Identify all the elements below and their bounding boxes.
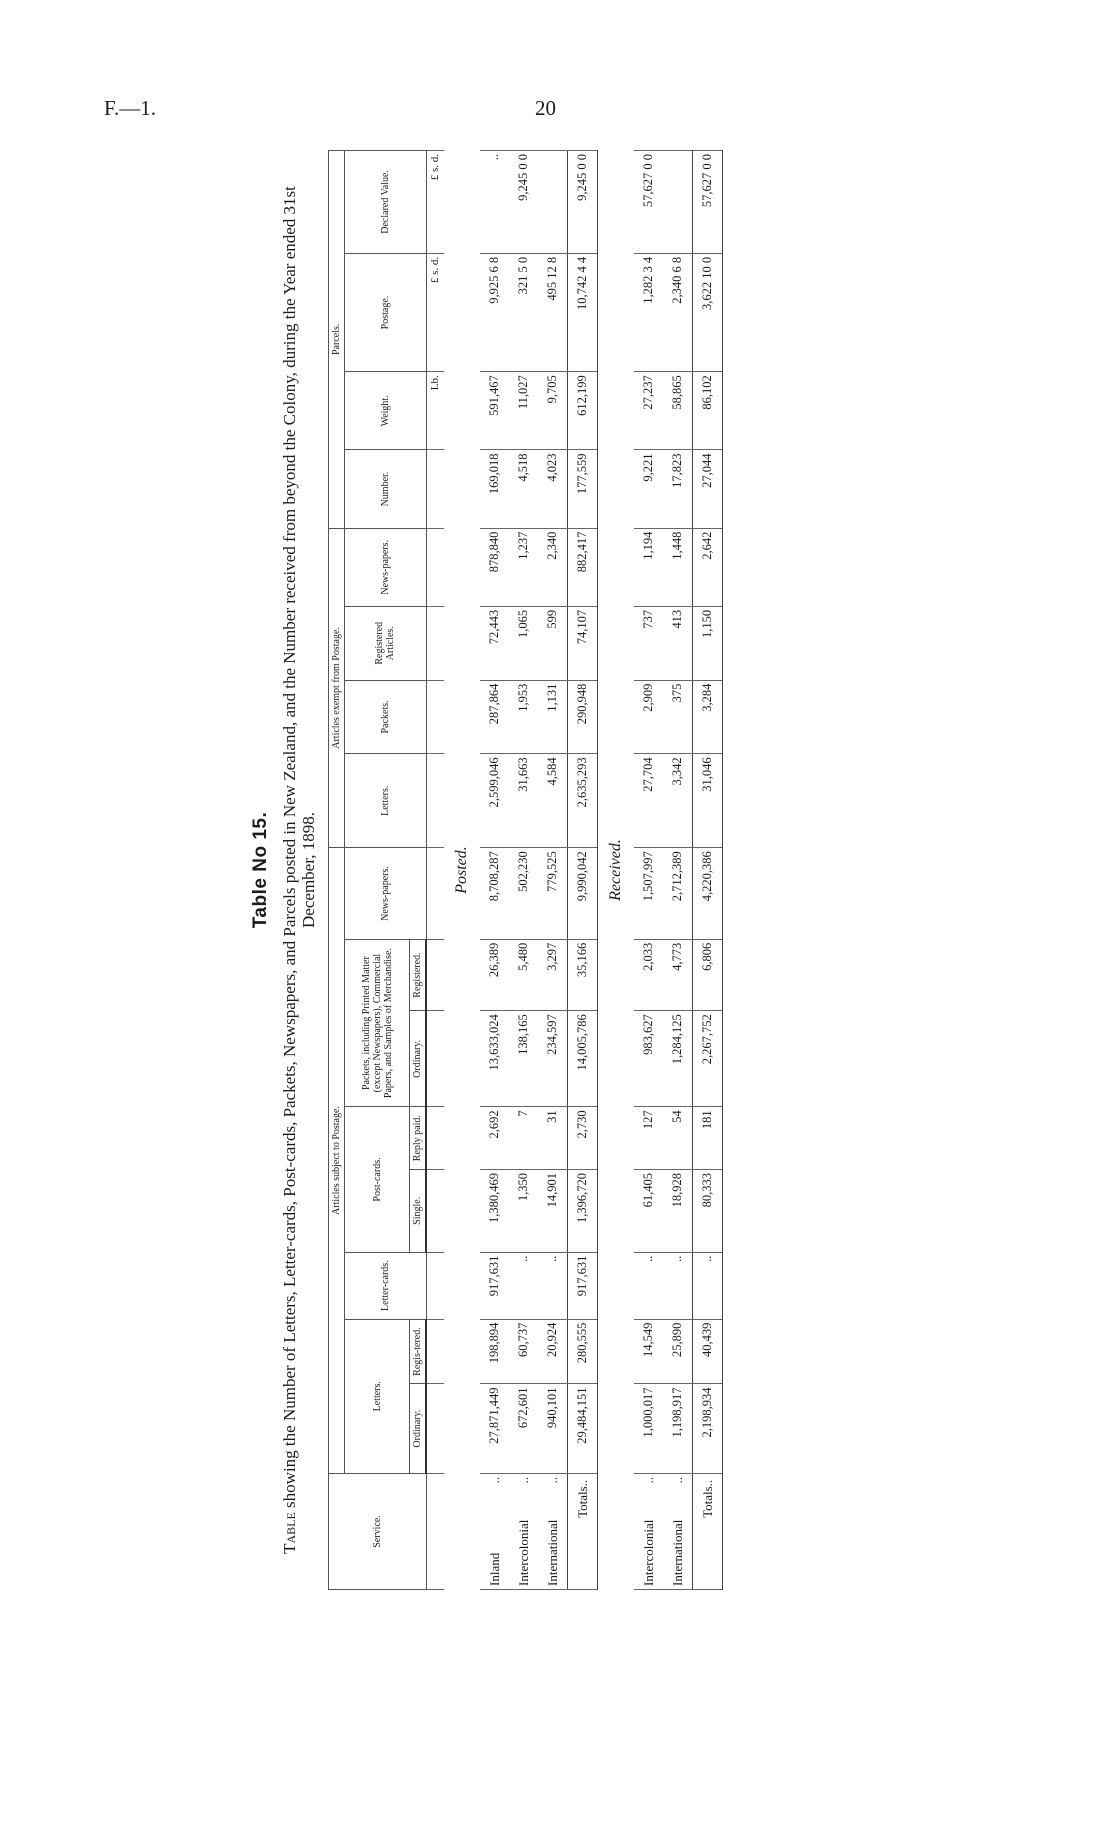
header-exempt-newspapers: News-papers. <box>345 528 427 606</box>
cell-pc-reply: 54 <box>663 1107 693 1170</box>
header-exempt-letters: Letters. <box>345 754 427 848</box>
cell-let-ord: 29,484,151 <box>568 1384 598 1473</box>
service-cell <box>509 1473 538 1589</box>
table-row <box>509 151 538 1590</box>
service-name: Intercolonial <box>515 1519 531 1586</box>
cell-lcards: 917,631 <box>480 1252 509 1319</box>
unit-weight: Lb. <box>426 372 444 450</box>
unit-declared: £ s. d. <box>426 151 444 254</box>
cell-pk-ord: 234,597 <box>538 1011 568 1107</box>
cell-par-post: 321 5 0 <box>509 253 538 371</box>
cell-par-post: 9,925 6 8 <box>480 253 509 371</box>
cell-let-ord: 1,198,917 <box>663 1384 693 1473</box>
header-letters: Letters. <box>345 1319 410 1473</box>
section-received: Received. <box>607 839 624 901</box>
header-parcel-declared: Declared Value. <box>345 151 427 254</box>
cell-par-post: 2,340 6 8 <box>663 253 693 371</box>
cell-pc-reply: 2,692 <box>480 1107 509 1170</box>
cell-news: 4,220,386 <box>693 848 723 940</box>
cell-pc-reply: 2,730 <box>568 1107 598 1170</box>
cell-pc-single: 18,928 <box>663 1169 693 1252</box>
cell-pk-reg: 2,033 <box>634 939 663 1011</box>
service-cell <box>663 1473 693 1589</box>
cell-pk-ord: 138,165 <box>509 1011 538 1107</box>
caption-text: showing the Number of Letters, Letter-cards, Post-cards, Packets, Newspapers, and Parcels posted in New Zealand, and the Number received from beyond the Colony, during the Year ended 31st December, 1898. <box>280 186 318 1513</box>
header-post-cards: Post-cards. <box>345 1107 410 1252</box>
cell-let-reg: 20,924 <box>538 1319 568 1384</box>
cell-pk-reg: 6,806 <box>693 939 723 1011</box>
cell-par-decl <box>663 151 693 254</box>
cell-ex-reg: 74,107 <box>568 606 598 680</box>
totals-row <box>568 151 598 1590</box>
cell-par-num: 17,823 <box>663 450 693 528</box>
service-name: Intercolonial <box>640 1519 656 1586</box>
header-parcel-postage: Postage. <box>345 253 427 371</box>
cell-par-num: 4,518 <box>509 450 538 528</box>
header-letters-registered: Regis-tered. <box>410 1319 427 1384</box>
cell-ex-reg: 599 <box>538 606 568 680</box>
header-letters-ordinary: Ordinary. <box>410 1384 427 1473</box>
table-row <box>538 151 568 1590</box>
cell-par-post: 1,282 3 4 <box>634 253 663 371</box>
service-name: Inland <box>486 1552 502 1586</box>
cell-ex-let: 4,584 <box>538 754 568 848</box>
cell-ex-pk: 287,864 <box>480 680 509 754</box>
cell-pk-ord: 983,627 <box>634 1011 663 1107</box>
cell-par-wt: 58,865 <box>663 372 693 450</box>
cell-pc-single: 14,901 <box>538 1169 568 1252</box>
statistics-table <box>328 150 723 1590</box>
cell-ex-pk: 375 <box>663 680 693 754</box>
cell-par-decl: .. <box>480 151 509 254</box>
cell-pk-ord: 2,267,752 <box>693 1011 723 1107</box>
header-postcards-reply: Reply paid. <box>410 1107 427 1170</box>
cell-pk-ord: 14,005,786 <box>568 1011 598 1107</box>
table-row <box>634 151 663 1590</box>
service-name: International <box>544 1519 560 1586</box>
header-packets-registered: Registered. <box>410 939 427 1011</box>
cell-ex-pk: 2,909 <box>634 680 663 754</box>
header-parcel-number: Number. <box>345 450 427 528</box>
cell-par-num: 27,044 <box>693 450 723 528</box>
header-parcel-weight: Weight. <box>345 372 427 450</box>
service-cell <box>693 1473 723 1589</box>
cell-ex-let: 2,599,046 <box>480 754 509 848</box>
cell-pc-single: 80,333 <box>693 1169 723 1252</box>
units-row <box>426 151 444 1590</box>
leader-dots: .. <box>574 1479 590 1487</box>
cell-par-decl: 9,245 0 0 <box>568 151 598 254</box>
header-packets-ordinary: Ordinary. <box>410 1011 427 1107</box>
section-posted: Posted. <box>453 846 470 894</box>
cell-ex-news: 1,237 <box>509 528 538 606</box>
cell-let-ord: 27,871,449 <box>480 1384 509 1473</box>
leader-dots: .. <box>699 1479 715 1487</box>
cell-let-reg: 40,439 <box>693 1319 723 1384</box>
cell-ex-let: 31,663 <box>509 754 538 848</box>
cell-par-post: 495 12 8 <box>538 253 568 371</box>
cell-news: 1,507,997 <box>634 848 663 940</box>
header-service: Service. <box>329 1473 427 1589</box>
cell-news: 779,525 <box>538 848 568 940</box>
cell-pc-reply: 181 <box>693 1107 723 1170</box>
leader-dots: .. <box>486 1476 502 1484</box>
rotated-table-block <box>250 150 890 1590</box>
cell-ex-reg: 72,443 <box>480 606 509 680</box>
cell-ex-pk: 3,284 <box>693 680 723 754</box>
cell-ex-let: 3,342 <box>663 754 693 848</box>
cell-par-wt: 612,199 <box>568 372 598 450</box>
cell-ex-pk: 290,948 <box>568 680 598 754</box>
cell-lcards: .. <box>538 1252 568 1319</box>
cell-pc-reply: 31 <box>538 1107 568 1170</box>
cell-ex-reg: 737 <box>634 606 663 680</box>
header-packets: Packets, including Printed Matter (except Newspapers), Commercial Papers, and Samples of Merchandise. <box>345 939 410 1107</box>
cell-ex-news: 882,417 <box>568 528 598 606</box>
header-parcels: Parcels. <box>329 151 345 529</box>
cell-par-decl: 9,245 0 0 <box>509 151 538 254</box>
cell-par-decl: 57,627 0 0 <box>693 151 723 254</box>
cell-lcards: .. <box>693 1252 723 1319</box>
cell-ex-reg: 1,150 <box>693 606 723 680</box>
cell-lcards: .. <box>634 1252 663 1319</box>
cell-pk-ord: 1,284,125 <box>663 1011 693 1107</box>
cell-pk-reg: 4,773 <box>663 939 693 1011</box>
leader-dots: .. <box>515 1476 531 1484</box>
cell-ex-reg: 1,065 <box>509 606 538 680</box>
cell-let-ord: 672,601 <box>509 1384 538 1473</box>
cell-par-wt: 591,467 <box>480 372 509 450</box>
header-letter-cards: Letter-cards. <box>345 1252 427 1319</box>
cell-pc-single: 1,350 <box>509 1169 538 1252</box>
header-exempt-registered: Registered Articles. <box>345 606 427 680</box>
service-cell <box>538 1473 568 1589</box>
cell-pc-single: 61,405 <box>634 1169 663 1252</box>
cell-pc-single: 1,396,720 <box>568 1169 598 1252</box>
cell-par-wt: 86,102 <box>693 372 723 450</box>
caption-lead: Table <box>280 1512 299 1554</box>
totals-row <box>693 151 723 1590</box>
cell-pk-ord: 13,633,024 <box>480 1011 509 1107</box>
cell-let-reg: 25,890 <box>663 1319 693 1384</box>
cell-ex-news: 878,840 <box>480 528 509 606</box>
cell-news: 8,708,287 <box>480 848 509 940</box>
cell-ex-let: 2,635,293 <box>568 754 598 848</box>
service-cell <box>480 1473 509 1589</box>
service-cell <box>634 1473 663 1589</box>
cell-ex-news: 2,642 <box>693 528 723 606</box>
cell-ex-let: 31,046 <box>693 754 723 848</box>
cell-ex-news: 2,340 <box>538 528 568 606</box>
header-subject: Articles subject to Postage. <box>329 848 345 1474</box>
cell-par-wt: 11,027 <box>509 372 538 450</box>
cell-pc-single: 1,380,469 <box>480 1169 509 1252</box>
leader-dots: .. <box>640 1476 656 1484</box>
header-newspapers: News-papers. <box>345 848 427 940</box>
cell-ex-pk: 1,953 <box>509 680 538 754</box>
header-exempt: Articles exempt from Postage. <box>329 528 345 848</box>
page-reference: F.—1. <box>104 96 156 120</box>
cell-lcards: .. <box>663 1252 693 1319</box>
cell-ex-pk: 1,131 <box>538 680 568 754</box>
cell-ex-news: 1,194 <box>634 528 663 606</box>
table-caption <box>280 150 318 1590</box>
cell-ex-let: 27,704 <box>634 754 663 848</box>
header-exempt-packets: Packets. <box>345 680 427 754</box>
cell-par-decl: 57,627 0 0 <box>634 151 663 254</box>
service-name: International <box>669 1519 685 1586</box>
leader-dots: .. <box>544 1476 560 1484</box>
cell-let-ord: 940,101 <box>538 1384 568 1473</box>
cell-par-num: 4,023 <box>538 450 568 528</box>
cell-pc-reply: 7 <box>509 1107 538 1170</box>
cell-pc-reply: 127 <box>634 1107 663 1170</box>
header-postcards-single: Single. <box>410 1169 427 1252</box>
service-name: Totals <box>574 1486 590 1518</box>
cell-pk-reg: 3,297 <box>538 939 568 1011</box>
cell-ex-reg: 413 <box>663 606 693 680</box>
cell-news: 2,712,389 <box>663 848 693 940</box>
cell-let-reg: 280,555 <box>568 1319 598 1384</box>
leader-dots: .. <box>669 1476 685 1484</box>
cell-par-num: 177,559 <box>568 450 598 528</box>
cell-par-wt: 27,237 <box>634 372 663 450</box>
cell-lcards: 917,631 <box>568 1252 598 1319</box>
table-row <box>480 151 509 1590</box>
cell-pk-reg: 35,166 <box>568 939 598 1011</box>
cell-let-reg: 198,894 <box>480 1319 509 1384</box>
cell-let-ord: 1,000,017 <box>634 1384 663 1473</box>
cell-let-reg: 60,737 <box>509 1319 538 1384</box>
cell-lcards: .. <box>509 1252 538 1319</box>
service-name: Totals <box>699 1486 715 1518</box>
unit-postage: £ s. d. <box>426 253 444 371</box>
cell-par-num: 9,221 <box>634 450 663 528</box>
cell-par-decl <box>538 151 568 254</box>
cell-par-wt: 9,705 <box>538 372 568 450</box>
cell-let-reg: 14,549 <box>634 1319 663 1384</box>
cell-ex-news: 1,448 <box>663 528 693 606</box>
service-cell <box>568 1473 598 1589</box>
cell-par-num: 169,018 <box>480 450 509 528</box>
table-row <box>663 151 693 1590</box>
table-label: Table No 15. <box>250 811 271 929</box>
cell-let-ord: 2,198,934 <box>693 1384 723 1473</box>
cell-news: 9,990,042 <box>568 848 598 940</box>
cell-news: 502,230 <box>509 848 538 940</box>
page-number: 20 <box>535 96 556 120</box>
cell-par-post: 10,742 4 4 <box>568 253 598 371</box>
cell-pk-reg: 26,389 <box>480 939 509 1011</box>
cell-par-post: 3,622 10 0 <box>693 253 723 371</box>
cell-pk-reg: 5,480 <box>509 939 538 1011</box>
